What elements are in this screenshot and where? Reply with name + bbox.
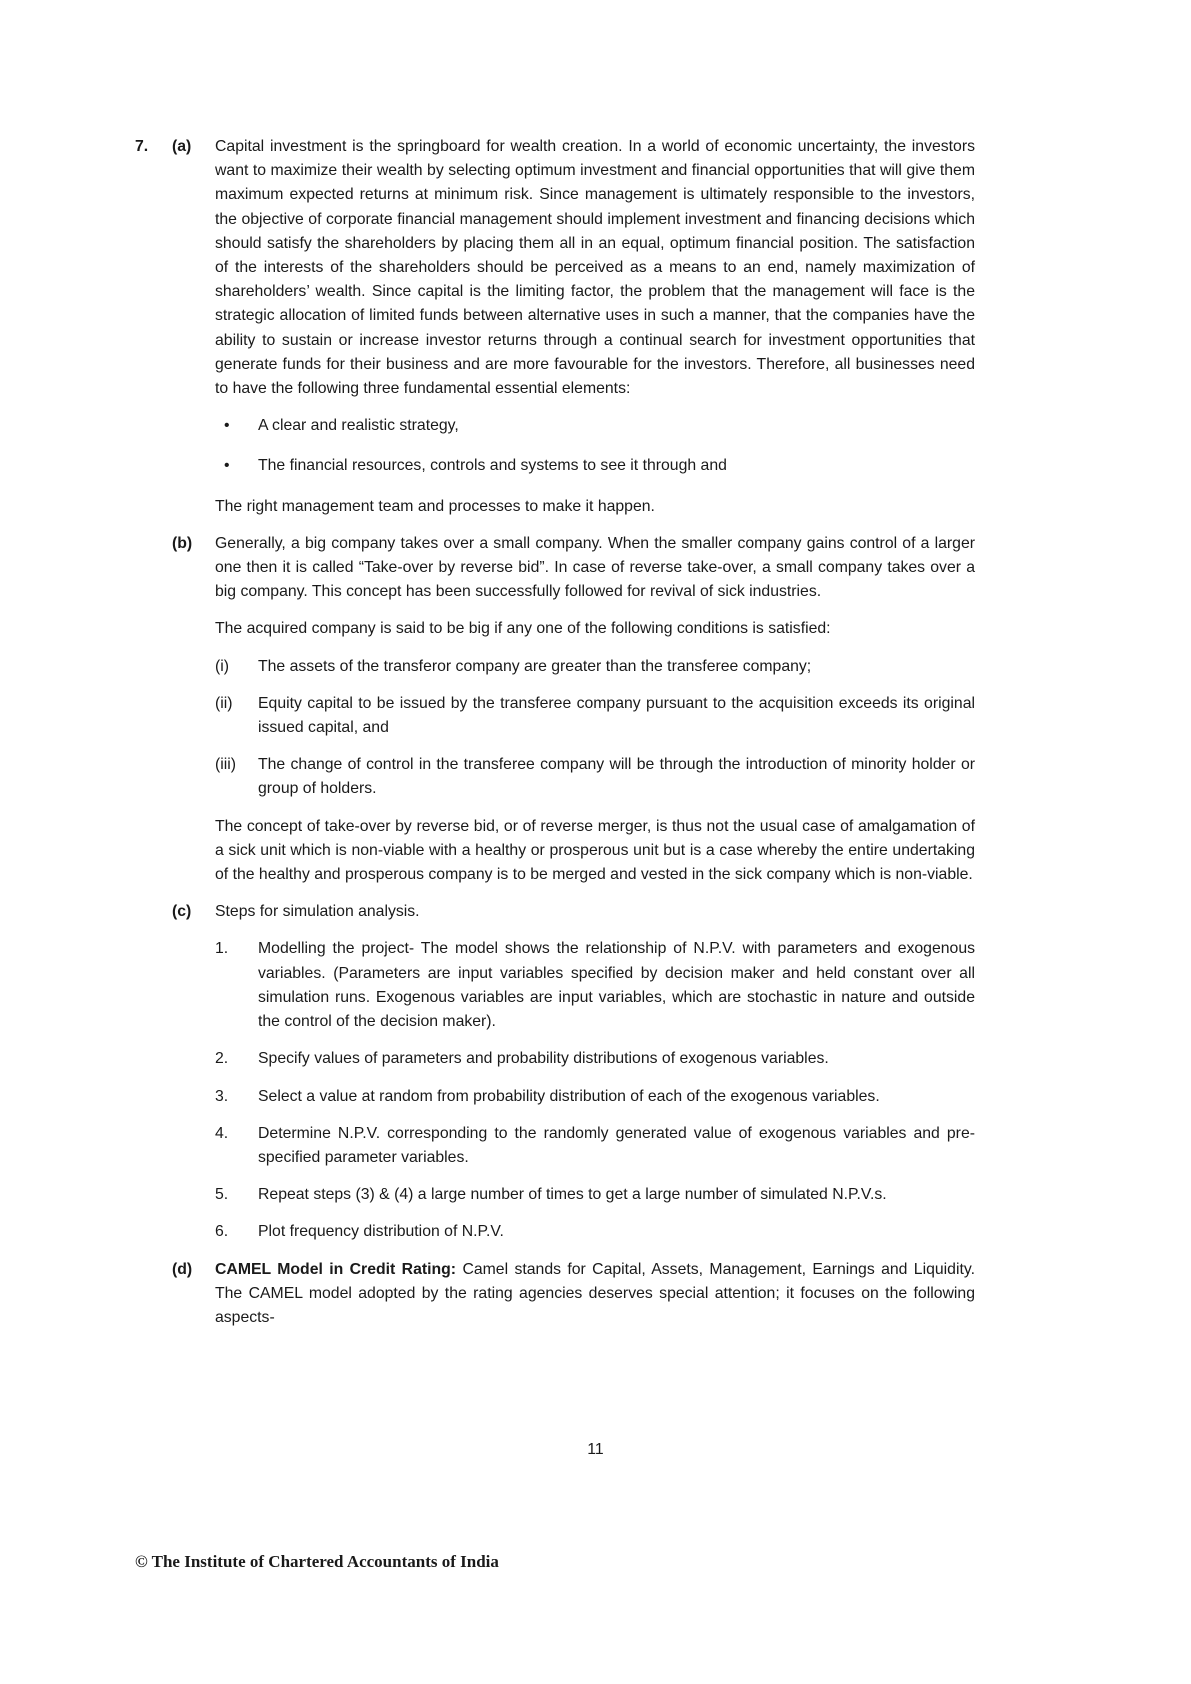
step-text-6: Plot frequency distribution of N.P.V. [258, 1223, 504, 1241]
bullet-icon: • [224, 457, 230, 475]
step-text-1: Modelling the project- The model shows the relationship of N.P.V. with parameters and exogenous variables. (Parameters are input variables specified by decision maker and held constant over all simulation runs. Exogenous variables are input variables, which are stochastic in nature and outside the control of the decision maker). [258, 940, 975, 1031]
part-b-paragraph-3: The concept of take-over by reverse bid, or of reverse merger, is thus not the usual case of amalgamation of a sick unit which is non-viable with a healthy or prosperous unit but is a case whereby the entire undertaking of the healthy and prosperous company is to be merged and vested in the sick company which is non-viable. [215, 817, 975, 884]
step-text-3: Select a value at random from probability distribution of each of the exogenous variables. [258, 1087, 880, 1105]
part-b-paragraph-2: The acquired company is said to be big if any one of the following conditions is satisfied: [215, 620, 831, 638]
step-item-6 [215, 1220, 975, 1244]
part-d [135, 1258, 975, 1344]
step-item-1 [215, 937, 975, 1034]
step-text-5: Repeat steps (3) & (4) a large number of times to get a large number of simulated N.P.V.s. [258, 1186, 887, 1204]
part-c-body [215, 900, 975, 1257]
step-number-4: 4. [215, 1124, 229, 1142]
copyright-footer: © The Institute of Chartered Accountants of India [135, 1552, 499, 1571]
part-c-heading: Steps for simulation analysis. [215, 903, 420, 921]
part-b [135, 532, 975, 900]
part-d-body [215, 1258, 975, 1344]
bullet-item-1 [215, 414, 975, 438]
bullet-text-2: The financial resources, controls and systems to see it through and [258, 457, 727, 475]
part-a-body [215, 135, 975, 532]
condition-label-i: (i) [215, 657, 230, 675]
part-d-heading: CAMEL Model in Credit Rating: [215, 1260, 457, 1278]
step-item-3 [215, 1085, 975, 1109]
bullet-icon: • [224, 417, 230, 435]
part-a-closing: The right management team and processes to make it happen. [215, 497, 655, 515]
condition-item-i [215, 655, 975, 679]
condition-text-iii: The change of control in the transferee company will be through the introduction of minority holder or group of holders. [258, 756, 975, 798]
part-d-label: (d) [172, 1260, 193, 1278]
step-number-1: 1. [215, 940, 229, 958]
part-d-paragraph [215, 1258, 975, 1331]
part-c [135, 900, 975, 1257]
condition-text-i: The assets of the transferor company are greater than the transferee company; [258, 657, 812, 675]
part-a-label: (a) [172, 138, 192, 155]
condition-label-ii: (ii) [215, 694, 233, 712]
part-b-body [215, 532, 975, 900]
step-item-4 [215, 1122, 975, 1170]
part-a-paragraph: Capital investment is the springboard for wealth creation. In a world of economic uncertainty, the investors want to maximize their wealth by selecting optimum investment and financial opportunities that will give them maximum expected returns at minimum risk. Since management is ultimately responsible to the investors, the objective of corporate financial management should implement investment and financing decisions which should satisfy the shareholders by placing them all in an equal, optimum financial position. The satisfaction of the interests of the shareholders should be perceived as a means to an end, namely maximization of shareholders’ wealth. Since capital is the limiting factor, the problem that the management will face is the strategic allocation of limited funds between alternative uses in such a manner, that the companies have the ability to sustain or increase investor returns through a continual search for investment opportunities that generate funds for their business and are more favourable for the investors. Therefore, all businesses need to have the following three fundamental essential elements: [215, 138, 975, 398]
bullet-item-2 [215, 454, 975, 478]
bullet-text-1: A clear and realistic strategy, [258, 417, 459, 435]
step-number-5: 5. [215, 1186, 229, 1204]
step-item-2 [215, 1047, 975, 1071]
part-c-label: (c) [172, 903, 192, 921]
part-a [135, 135, 975, 532]
question-number: 7. [135, 138, 149, 155]
step-number-6: 6. [215, 1223, 229, 1241]
step-number-3: 3. [215, 1087, 229, 1105]
condition-label-iii: (iii) [215, 756, 237, 774]
part-b-paragraph-1: Generally, a big company takes over a small company. When the smaller company gains control of a larger one then it is called “Take-over by reverse bid”. In case of reverse take-over, a small company takes over a big company. This concept has been successfully followed for revival of sick industries. [215, 534, 975, 601]
step-item-5 [215, 1183, 975, 1207]
part-b-label: (b) [172, 534, 193, 552]
step-text-2: Specify values of parameters and probability distributions of exogenous variables. [258, 1050, 829, 1068]
step-text-4: Determine N.P.V. corresponding to the randomly generated value of exogenous variables and pre-specified parameter variables. [258, 1124, 975, 1166]
condition-text-ii: Equity capital to be issued by the transferee company pursuant to the acquisition exceeds its original issued capital, and [258, 694, 975, 737]
part-d-text: Camel stands for Capital, Assets, Management, Earnings and Liquidity. The CAMEL model adopted by the rating agencies deserves special attention; it focuses on the following aspects- [215, 1260, 975, 1326]
condition-item-iii [215, 753, 975, 801]
condition-item-ii [215, 692, 975, 740]
step-number-2: 2. [215, 1050, 229, 1068]
page-number: 11 [587, 1441, 604, 1458]
